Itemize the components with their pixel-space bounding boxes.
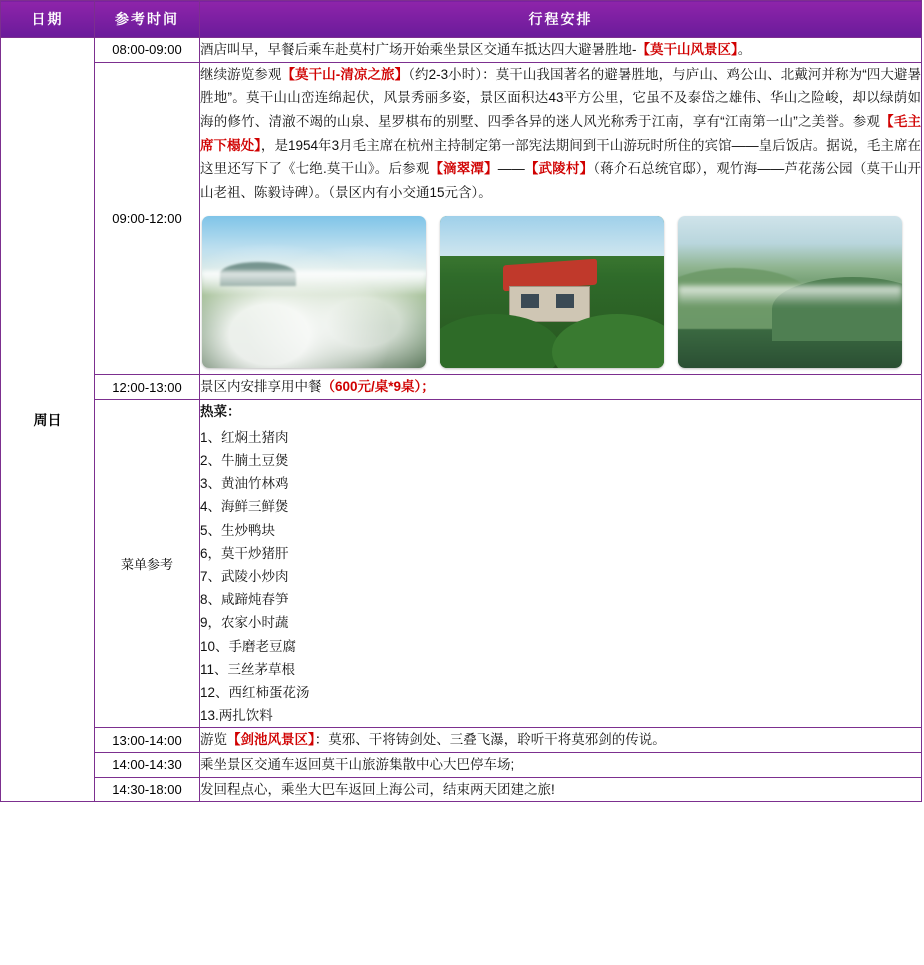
plan-text-segment: ：莫邪、干将铸剑处、三叠飞瀑，聆听干将莫邪剑的传说。 bbox=[314, 732, 666, 748]
highlight-scenic-area: 【莫干山风景区】 bbox=[636, 42, 738, 57]
time-cell: 14:00-14:30 bbox=[95, 753, 200, 778]
plan-text-segment: —— bbox=[497, 161, 525, 177]
mountain-cloud-sea-photo bbox=[202, 216, 426, 368]
highlight-mao-residence: 【毛主席下榻处】 bbox=[200, 113, 922, 153]
table-header-row bbox=[1, 1, 922, 38]
plan-cell-lunch bbox=[200, 375, 922, 400]
plan-text-segment: （蒋介石总统官邸），观竹海——芦花荡公园（莫干山开山老祖、陈毅诗碑）。（景区内有小交通15元含）。 bbox=[200, 161, 922, 200]
time-cell: 09:00-12:00 bbox=[95, 62, 200, 375]
highlight-lunch-price: （600元/桌*9桌）； bbox=[321, 379, 435, 395]
table-header bbox=[1, 1, 922, 38]
table-row bbox=[1, 38, 922, 63]
list-item: 6，莫干炒猪肝 bbox=[200, 545, 289, 561]
menu-list bbox=[200, 426, 921, 728]
column-header-plan: 行程安排 bbox=[200, 1, 922, 38]
list-item: 13.两扎饮料 bbox=[200, 708, 273, 724]
list-item: 8、咸蹄炖春笋 bbox=[200, 592, 289, 608]
table-row bbox=[1, 400, 922, 728]
plan-cell-return-trip bbox=[200, 777, 922, 802]
plan-cell-return-shuttle bbox=[200, 753, 922, 778]
list-item: 11、三丝茅草根 bbox=[200, 661, 296, 677]
plan-text-segment: ，是1954年3月毛主席在杭州主持制定第一部宪法期间到干山游玩时所住的宾馆——皇后饭店。据说，毛主席在这里还写下了《七绝.莫干山》。后参观 bbox=[200, 137, 921, 177]
mist-layer bbox=[678, 286, 902, 306]
photo-gallery bbox=[202, 216, 921, 368]
table-row bbox=[1, 777, 922, 802]
menu-reference-label: 菜单参考 bbox=[95, 400, 200, 728]
time-cell: 13:00-14:00 bbox=[95, 728, 200, 753]
window-shape bbox=[556, 294, 574, 308]
plan-cell-jianchi bbox=[200, 728, 922, 753]
time-cell: 14:30-18:00 bbox=[95, 777, 200, 802]
table-row bbox=[1, 728, 922, 753]
list-item: 7、武陵小炒肉 bbox=[200, 568, 289, 584]
list-item: 2、牛腩土豆煲 bbox=[200, 452, 289, 468]
plan-cell-menu bbox=[200, 400, 922, 728]
plan-text-segment: 继续游览参观 bbox=[200, 66, 282, 82]
list-item: 12、西红柿蛋花汤 bbox=[200, 685, 310, 701]
list-item: 10、手磨老豆腐 bbox=[200, 638, 297, 654]
column-header-time: 参考时间 bbox=[95, 1, 200, 38]
plan-text-segment: 景区内安排享用中餐 bbox=[200, 379, 322, 395]
list-item: 5、生炒鸭块 bbox=[200, 522, 276, 538]
table-row bbox=[1, 375, 922, 400]
foliage-shape bbox=[440, 314, 561, 369]
plan-text-segment: 酒店叫早，早餐后乘车赴莫村广场开始乘坐景区交通车抵达四大避暑胜地- bbox=[200, 42, 637, 57]
stone-villa-photo bbox=[440, 216, 664, 368]
plan-text-segment: 乘坐景区交通车返回莫干山旅游集散中心大巴停车场; bbox=[200, 757, 515, 773]
plan-text-segment: 。 bbox=[737, 42, 752, 57]
list-item: 1、红焖土猪肉 bbox=[200, 429, 289, 445]
highlight-jianchi-area: 【剑池风景区】 bbox=[227, 732, 315, 748]
foliage-shape bbox=[552, 314, 664, 369]
table-row bbox=[1, 62, 922, 375]
time-cell: 08:00-09:00 bbox=[95, 38, 200, 63]
plan-paragraph bbox=[200, 63, 921, 205]
plan-cell-mogan-tour bbox=[200, 62, 922, 375]
table-body bbox=[1, 38, 922, 802]
highlight-dicuitan: 【滴翠潭】 bbox=[429, 161, 498, 177]
highlight-wulingcun: 【武陵村】 bbox=[524, 161, 594, 177]
list-item: 9，农家小时蔬 bbox=[200, 615, 289, 631]
plan-text-segment: 发回程点心，乘坐大巴车返回上海公司，结束两天团建之旅! bbox=[200, 781, 555, 797]
plan-text-segment: （约2-3小时）：莫干山我国著名的避暑胜地，与庐山、鸡公山、北戴河并称为“四大避暑胜地”。莫干山山峦连绵起伏，风景秀丽多姿，景区面积达43平方公里，它虽不及泰岱之雄伟、华山之险峻，却以绿荫如海的修竹、清澈不竭的山泉、星罗棋布的别墅、四季各异的迷人风光称秀于江南，享有“江南第一山”之美誉。参观 bbox=[200, 66, 921, 129]
plan-cell-morning-transfer bbox=[200, 38, 922, 63]
sky-area bbox=[440, 216, 664, 256]
time-cell: 12:00-13:00 bbox=[95, 375, 200, 400]
table-row bbox=[1, 753, 922, 778]
highlight-tour-name: 【莫干山-清凉之旅】 bbox=[281, 66, 409, 82]
day-label-cell: 周日 bbox=[1, 38, 95, 802]
list-item: 4、海鲜三鲜煲 bbox=[200, 499, 289, 515]
window-shape bbox=[521, 294, 539, 308]
menu-title: 热菜： bbox=[200, 404, 241, 419]
misty-mountains-photo bbox=[678, 216, 902, 368]
list-item: 3、黄油竹林鸡 bbox=[200, 476, 289, 492]
plan-text-segment: 游览 bbox=[200, 732, 227, 748]
column-header-date: 日期 bbox=[1, 1, 95, 38]
